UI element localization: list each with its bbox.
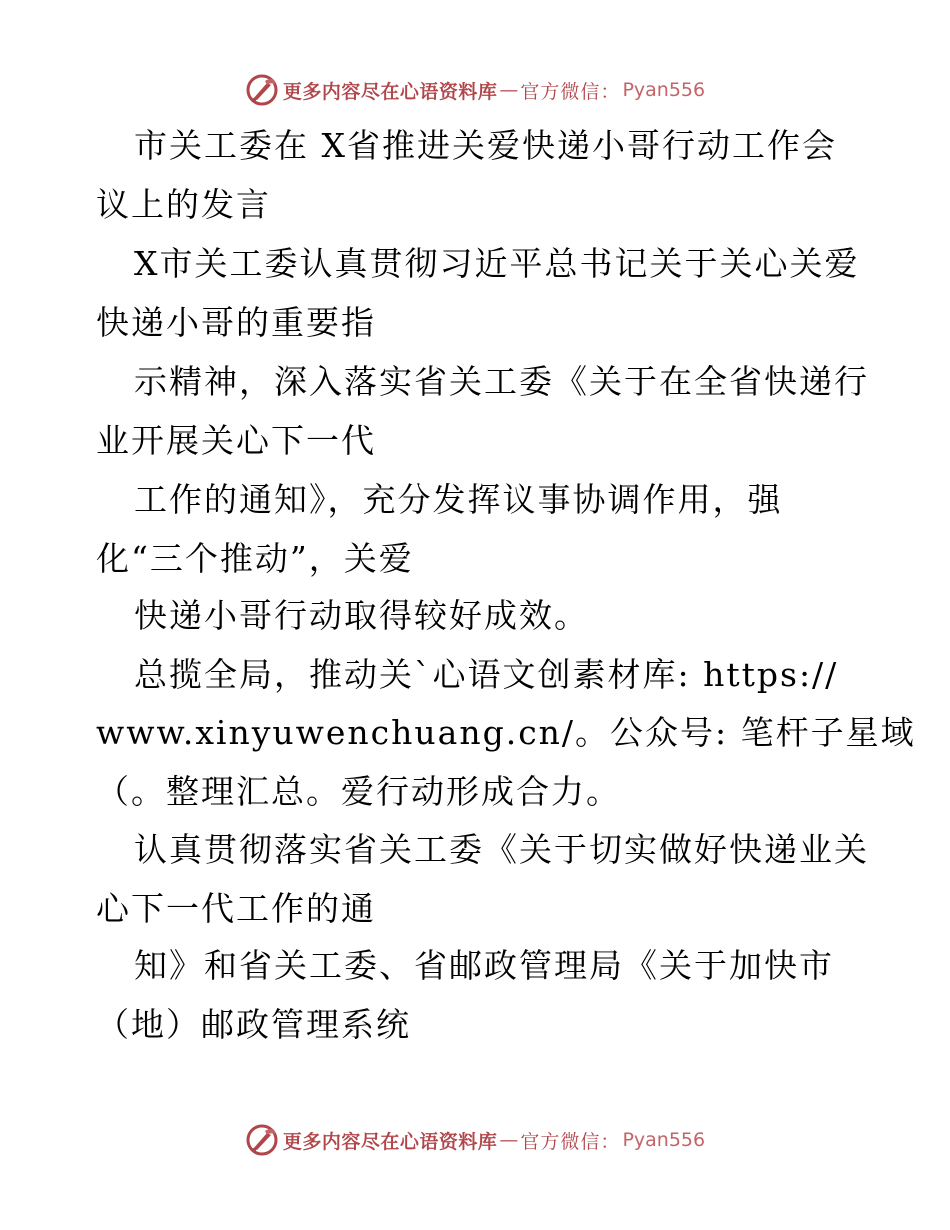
- paragraph-line: 业开展关心下一代: [96, 421, 376, 460]
- banner-separator: —: [499, 1129, 519, 1151]
- title-line-2: 议上的发言: [96, 185, 271, 224]
- paragraph-line: 工作的通知》，充分发挥议事协调作用，强: [134, 480, 783, 519]
- quill-seal-icon: [245, 73, 279, 107]
- paragraph-line: 知》和省关工委、省邮政管理局《关于加快市: [134, 946, 834, 985]
- banner-title: 更多内容尽在心语资料库: [282, 80, 498, 103]
- banner-title: 更多内容尽在心语资料库: [282, 1130, 498, 1153]
- paragraph-line: 心下一代工作的通: [96, 889, 376, 928]
- banner-wechat-label: 官方微信：: [520, 1130, 621, 1153]
- header-banner: [0, 70, 950, 110]
- paragraph-line: （地）邮政管理系统: [96, 1005, 411, 1044]
- paragraph-line: www.xinyuwenchuang.cn/。公众号: 笔杆子星域: [96, 713, 916, 752]
- paragraph-line: 认真贯彻落实省关工委《关于切实做好快递业关: [134, 830, 869, 869]
- footer-banner: [0, 1120, 950, 1160]
- paragraph-line: 总揽全局，推动关`心语文创素材库: https://: [134, 655, 839, 694]
- quill-seal-icon: [245, 1123, 279, 1157]
- paragraph-line: 示精神，深入落实省关工委《关于在全省快递行: [134, 362, 869, 401]
- paragraph-line: 快递小哥行动取得较好成效。: [134, 596, 589, 635]
- paragraph-line: （。整理汇总。爱行动形成合力。: [96, 772, 621, 811]
- title-line-1: 市关工委在 X省推进关爱快递小哥行动工作会: [134, 126, 837, 165]
- paragraph-line: 化“三个推动”，关爱: [96, 539, 414, 578]
- banner-wechat-id: Pyan556: [622, 79, 706, 101]
- banner-separator: —: [499, 79, 519, 101]
- banner-wechat-label: 官方微信：: [520, 80, 621, 103]
- paragraph-line: X市关工委认真贯彻习近平总书记关于关心关爱: [134, 244, 860, 283]
- paragraph-line: 快递小哥的重要指: [96, 303, 376, 342]
- banner-wechat-id: Pyan556: [622, 1129, 706, 1151]
